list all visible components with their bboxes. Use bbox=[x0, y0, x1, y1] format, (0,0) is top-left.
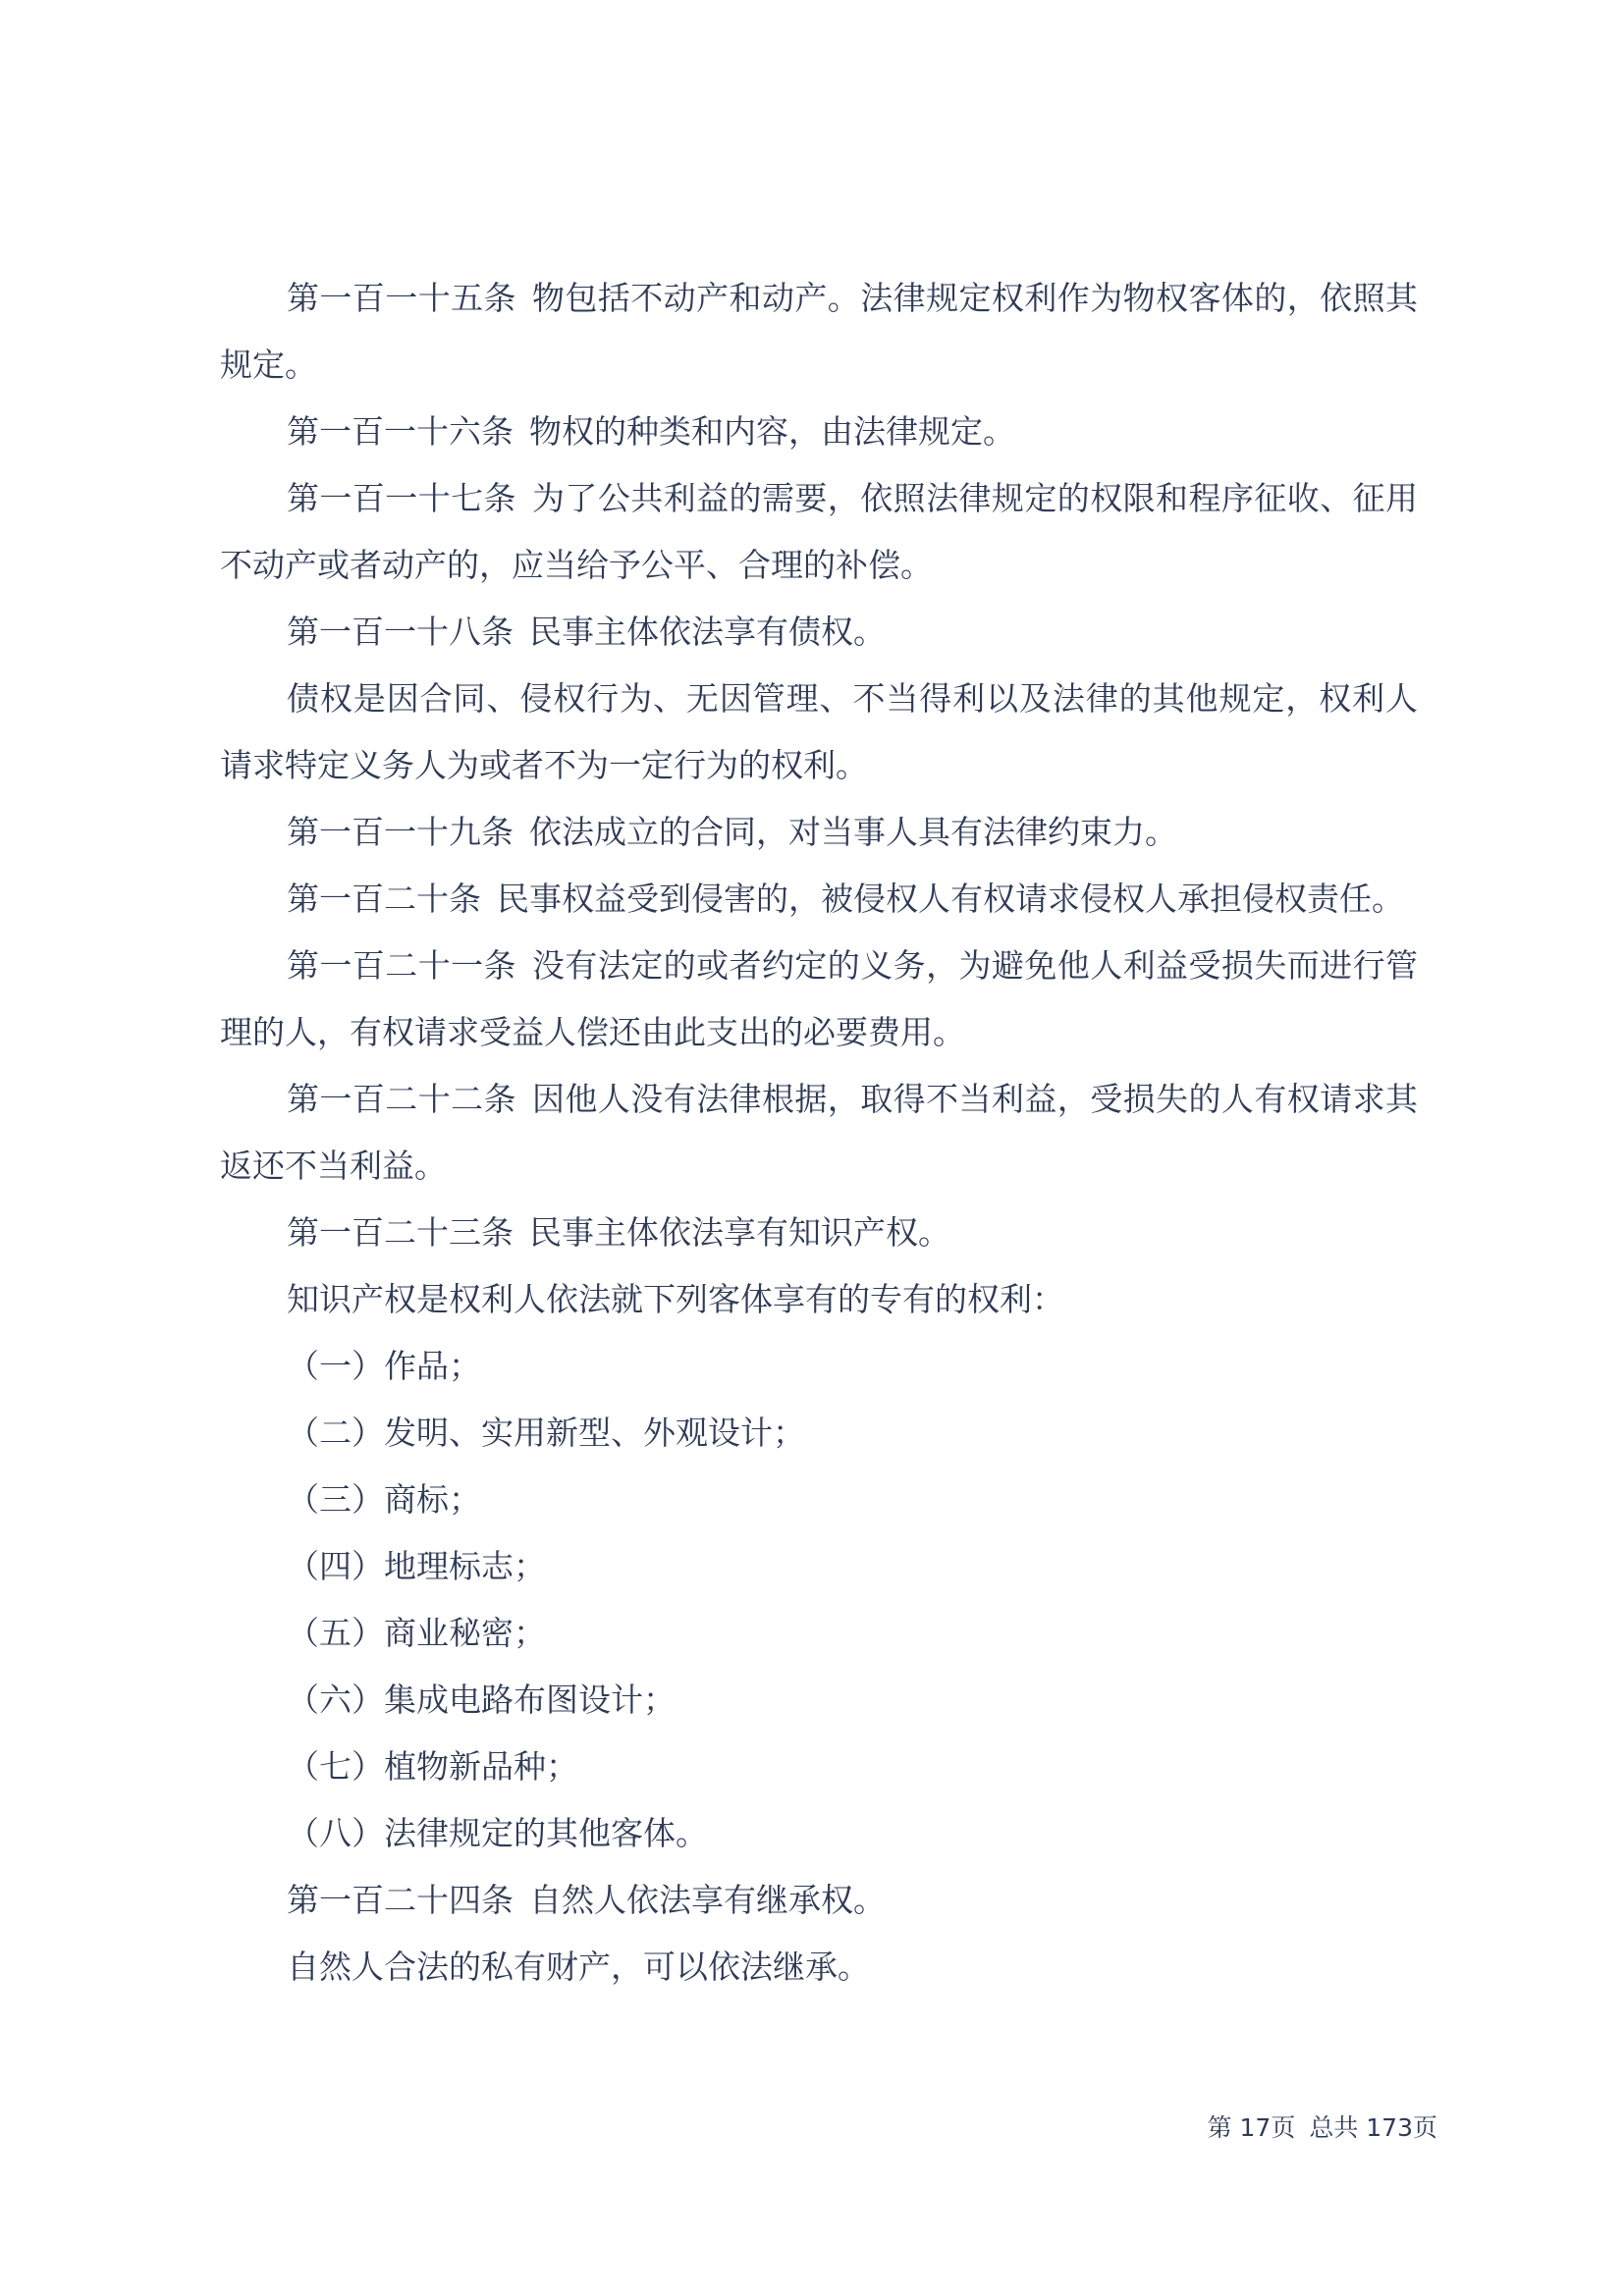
page-number: 第 17页 bbox=[1207, 2113, 1296, 2142]
list-item bbox=[220, 1800, 1418, 1867]
list-item bbox=[220, 1400, 1418, 1467]
article-115 bbox=[220, 265, 1418, 399]
article-heading: 第一百二十条 bbox=[287, 880, 481, 918]
article-116 bbox=[220, 399, 1418, 465]
article-121 bbox=[220, 933, 1418, 1066]
article-text: 民事主体依法享有债权。 bbox=[529, 613, 886, 651]
article-text: 因他人没有法律根据，取得不当利益，受损失的人有权请求其返还不当利益。 bbox=[220, 1080, 1419, 1185]
article-text: 物包括不动产和动产。法律规定权利作为物权客体的，依照其规定。 bbox=[220, 279, 1419, 384]
article-heading: 第一百一十五条 bbox=[287, 279, 516, 317]
article-123-clause bbox=[220, 1266, 1418, 1333]
article-120 bbox=[220, 866, 1418, 933]
article-119 bbox=[220, 799, 1418, 866]
list-item bbox=[220, 1467, 1418, 1533]
list-item bbox=[220, 1333, 1418, 1400]
list-item-text: （八）法律规定的其他客体。 bbox=[287, 1814, 708, 1852]
article-123 bbox=[220, 1200, 1418, 1266]
list-item bbox=[220, 1734, 1418, 1800]
document-body bbox=[220, 265, 1418, 2001]
list-item bbox=[220, 1667, 1418, 1734]
article-text: 物权的种类和内容，由法律规定。 bbox=[529, 412, 1015, 451]
article-117 bbox=[220, 465, 1418, 599]
list-item-text: （四）地理标志； bbox=[287, 1547, 546, 1585]
list-item-text: （三）商标； bbox=[287, 1480, 481, 1519]
list-item-text: （一）作品； bbox=[287, 1347, 481, 1385]
article-118 bbox=[220, 599, 1418, 666]
article-124 bbox=[220, 1867, 1418, 1934]
article-heading: 第一百二十二条 bbox=[287, 1080, 516, 1118]
list-item-text: （七）植物新品种； bbox=[287, 1747, 578, 1786]
page-footer bbox=[1208, 2109, 1437, 2144]
article-text: 依法成立的合同，对当事人具有法律约束力。 bbox=[529, 813, 1177, 851]
article-text: 自然人依法享有继承权。 bbox=[529, 1881, 886, 1919]
list-item-text: （六）集成电路布图设计； bbox=[287, 1681, 676, 1719]
article-text: 民事权益受到侵害的，被侵权人有权请求侵权人承担侵权责任。 bbox=[497, 880, 1404, 918]
list-item-text: （五）商业秘密； bbox=[287, 1614, 546, 1652]
list-item-text: （二）发明、实用新型、外观设计； bbox=[287, 1414, 805, 1452]
article-124-clause bbox=[220, 1934, 1418, 2001]
article-heading: 第一百二十四条 bbox=[287, 1881, 514, 1919]
article-heading: 第一百一十六条 bbox=[287, 412, 514, 451]
paragraph-text: 知识产权是权利人依法就下列客体享有的专有的权利： bbox=[287, 1280, 1064, 1318]
list-item bbox=[220, 1533, 1418, 1600]
article-text: 为了公共利益的需要，依照法律规定的权限和程序征收、征用不动产或者动产的，应当给予公平、合理的补偿。 bbox=[220, 479, 1419, 584]
page-total: 总共 173页 bbox=[1309, 2113, 1437, 2142]
article-heading: 第一百一十八条 bbox=[287, 613, 514, 651]
article-heading: 第一百一十七条 bbox=[287, 479, 516, 517]
article-heading: 第一百二十三条 bbox=[287, 1213, 514, 1252]
article-text: 民事主体依法享有知识产权。 bbox=[529, 1213, 950, 1252]
article-122 bbox=[220, 1066, 1418, 1200]
list-item bbox=[220, 1600, 1418, 1667]
article-heading: 第一百二十一条 bbox=[287, 946, 516, 985]
paragraph-text: 自然人合法的私有财产，可以依法继承。 bbox=[287, 1948, 870, 1986]
paragraph-text: 债权是因合同、侵权行为、无因管理、不当得利以及法律的其他规定，权利人请求特定义务人为或者不为一定行为的权利。 bbox=[220, 679, 1418, 784]
article-heading: 第一百一十九条 bbox=[287, 813, 514, 851]
article-118-clause bbox=[220, 666, 1418, 799]
article-text: 没有法定的或者约定的义务，为避免他人利益受损失而进行管理的人，有权请求受益人偿还由此支出的必要费用。 bbox=[220, 946, 1419, 1051]
